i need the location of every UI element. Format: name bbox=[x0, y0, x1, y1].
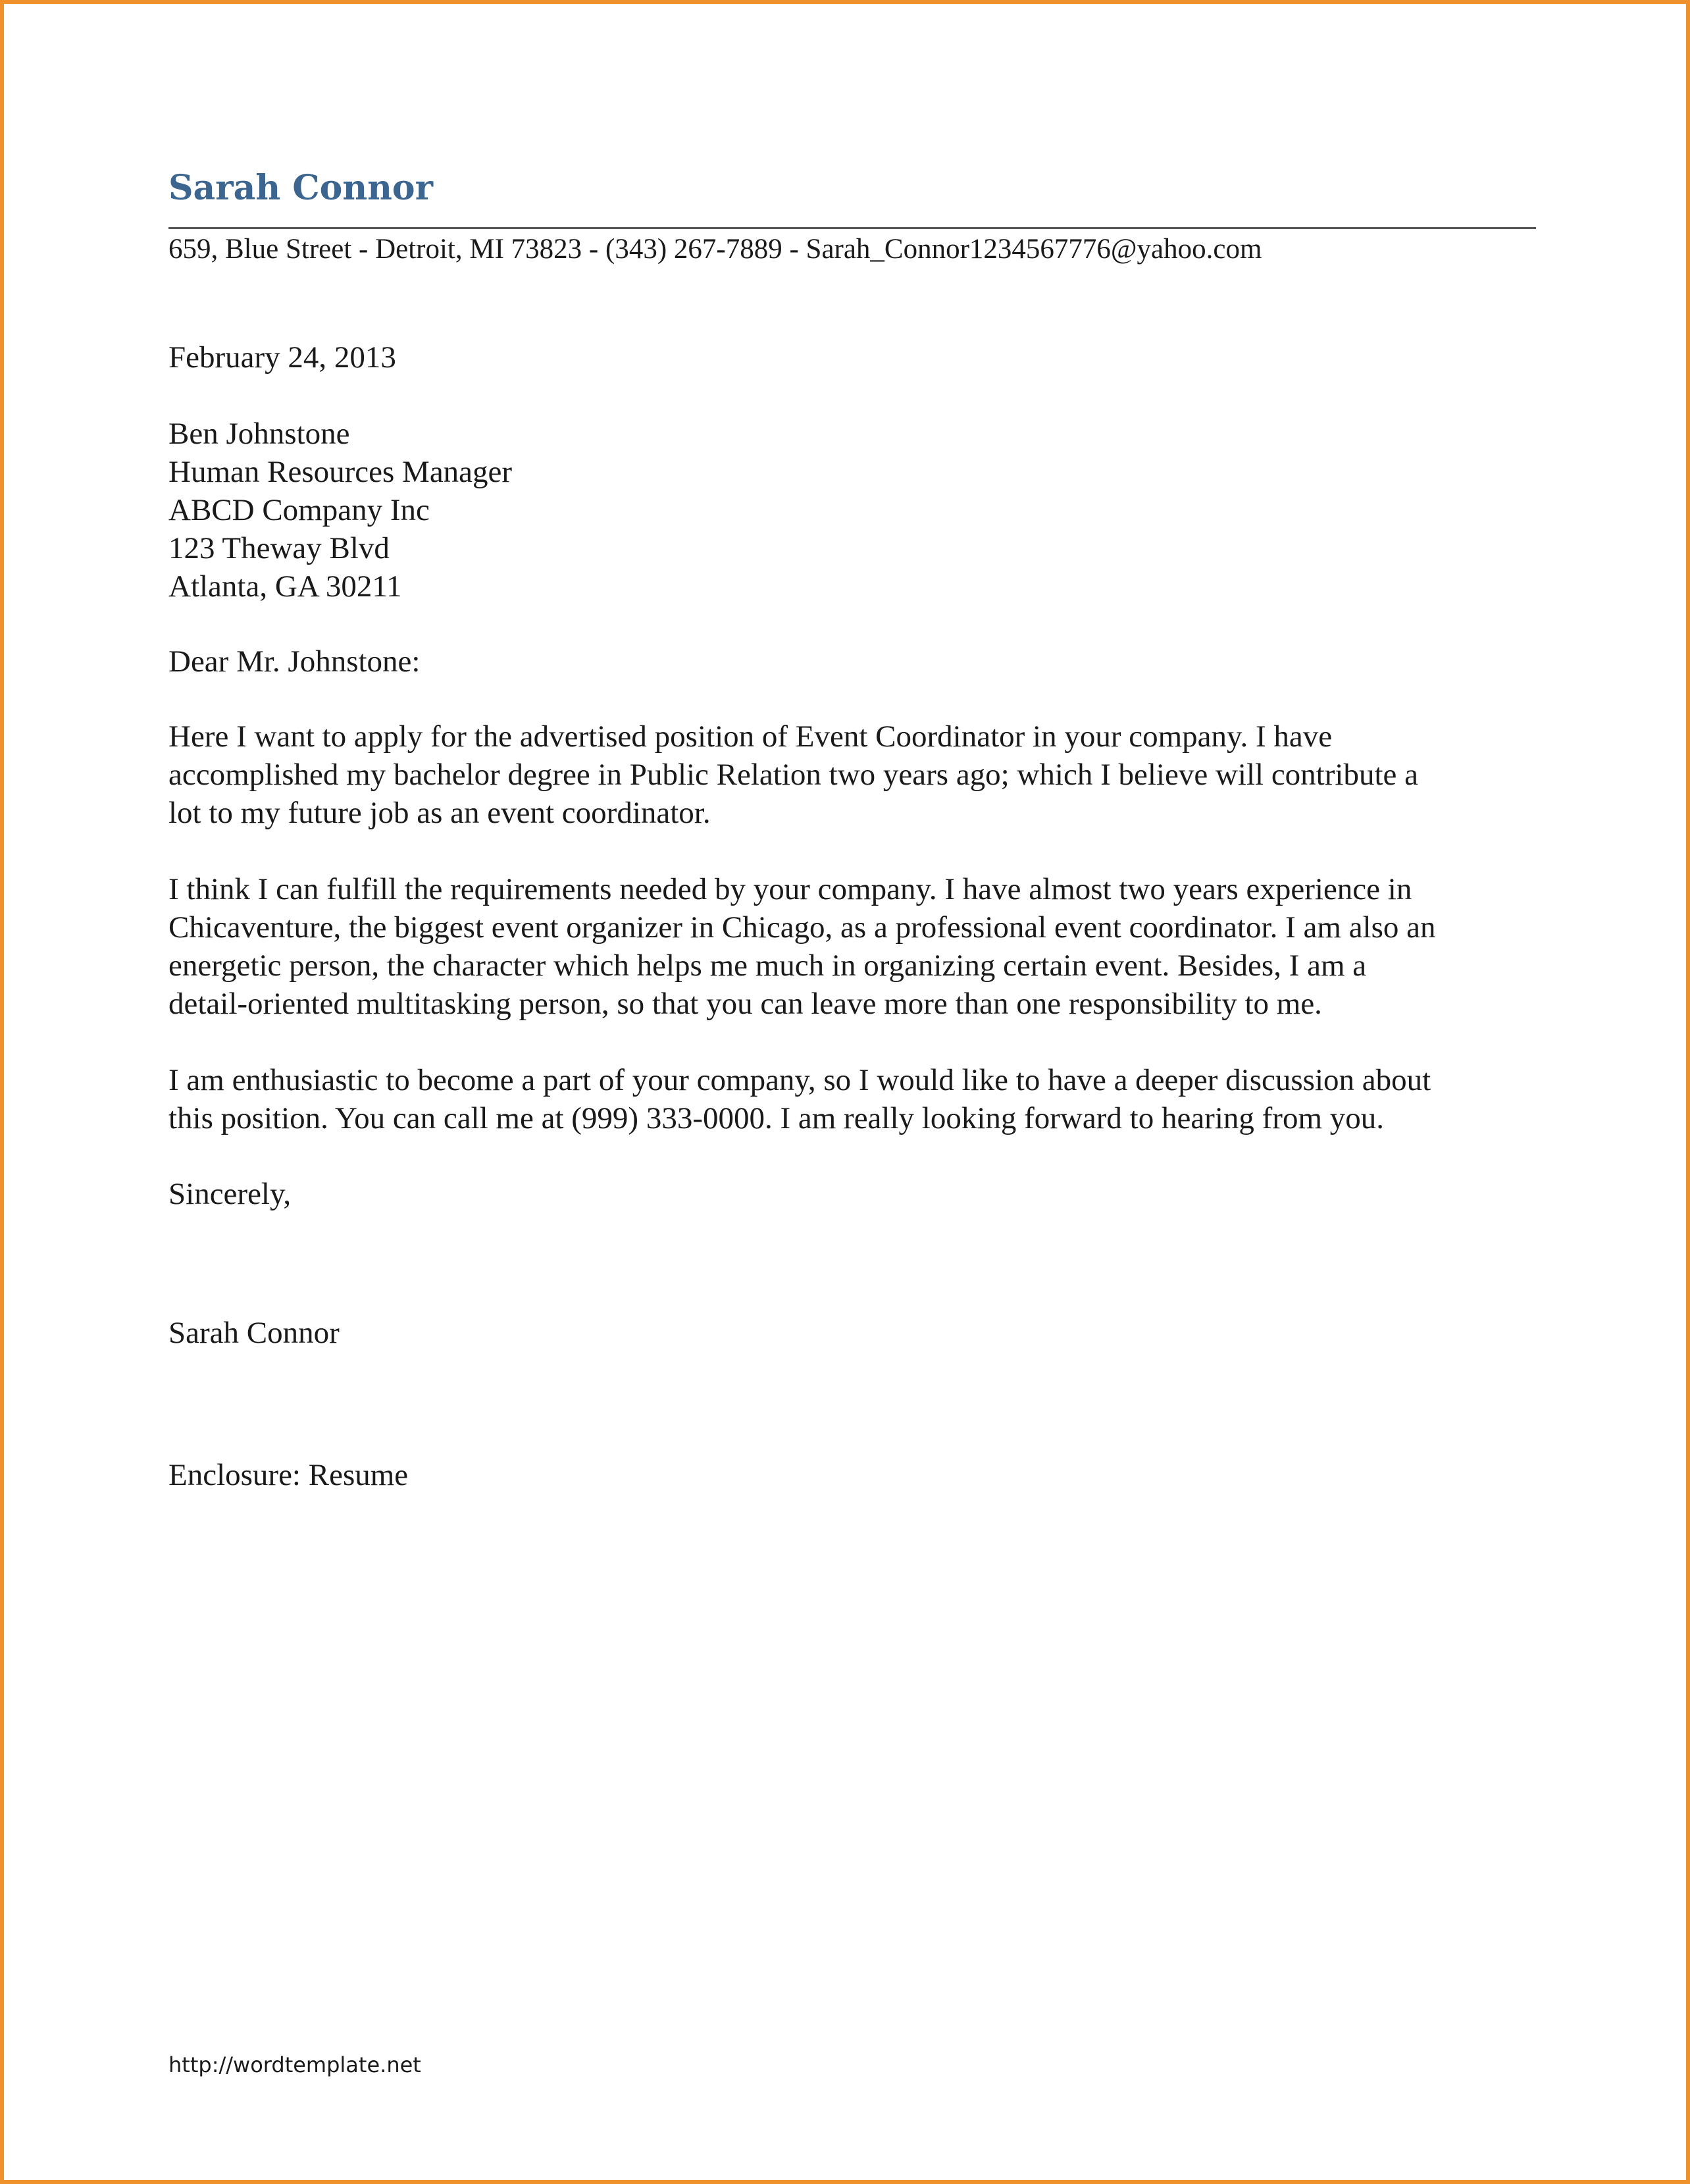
paragraph-line: Chicaventure, the biggest event organizer in Chicago, as a professional event coordinator. I am also an bbox=[168, 910, 1436, 945]
recipient-company: ABCD Company Inc bbox=[168, 493, 430, 527]
paragraph-line: detail-oriented multitasking person, so that you can leave more than one responsibility to me. bbox=[168, 987, 1322, 1021]
body-paragraph-2 bbox=[168, 870, 1436, 1023]
enclosure-note: Enclosure: Resume bbox=[168, 1458, 409, 1492]
paragraph-line: energetic person, the character which helps me much in organizing certain event. Besides, I am a bbox=[168, 949, 1367, 983]
footer-url: http://wordtemplate.net bbox=[168, 2052, 421, 2077]
paragraph-line: lot to my future job as an event coordinator. bbox=[168, 796, 711, 830]
sender-contact-line: 659, Blue Street - Detroit, MI 73823 - (343) 267-7889 - Sarah_Connor1234567776@yahoo.com bbox=[168, 234, 1262, 265]
recipient-city: Atlanta, GA 30211 bbox=[168, 569, 402, 604]
recipient-title: Human Resources Manager bbox=[168, 455, 513, 489]
paragraph-line: accomplished my bachelor degree in Public Relation two years ago; which I believe will contribute a bbox=[168, 758, 1418, 792]
recipient-address bbox=[168, 415, 512, 606]
recipient-name: Ben Johnstone bbox=[168, 417, 350, 451]
body-paragraph-3 bbox=[168, 1061, 1431, 1137]
sender-name: Sarah Connor bbox=[168, 168, 434, 208]
paragraph-line: Here I want to apply for the advertised position of Event Coordinator in your company. I have bbox=[168, 719, 1333, 754]
letter-date: February 24, 2013 bbox=[168, 340, 396, 375]
paragraph-line: this position. You can call me at (999) 333-0000. I am really looking forward to hearing from you. bbox=[168, 1101, 1384, 1135]
recipient-street: 123 Theway Blvd bbox=[168, 531, 390, 565]
paragraph-line: I think I can fulfill the requirements needed by your company. I have almost two years experience in bbox=[168, 872, 1412, 906]
paragraph-line: I am enthusiastic to become a part of your company, so I would like to have a deeper discussion about bbox=[168, 1063, 1431, 1097]
body-paragraph-1 bbox=[168, 717, 1418, 832]
header-divider bbox=[168, 227, 1536, 229]
signature-name: Sarah Connor bbox=[168, 1316, 340, 1350]
salutation: Dear Mr. Johnstone: bbox=[168, 644, 421, 679]
closing: Sincerely, bbox=[168, 1177, 292, 1211]
